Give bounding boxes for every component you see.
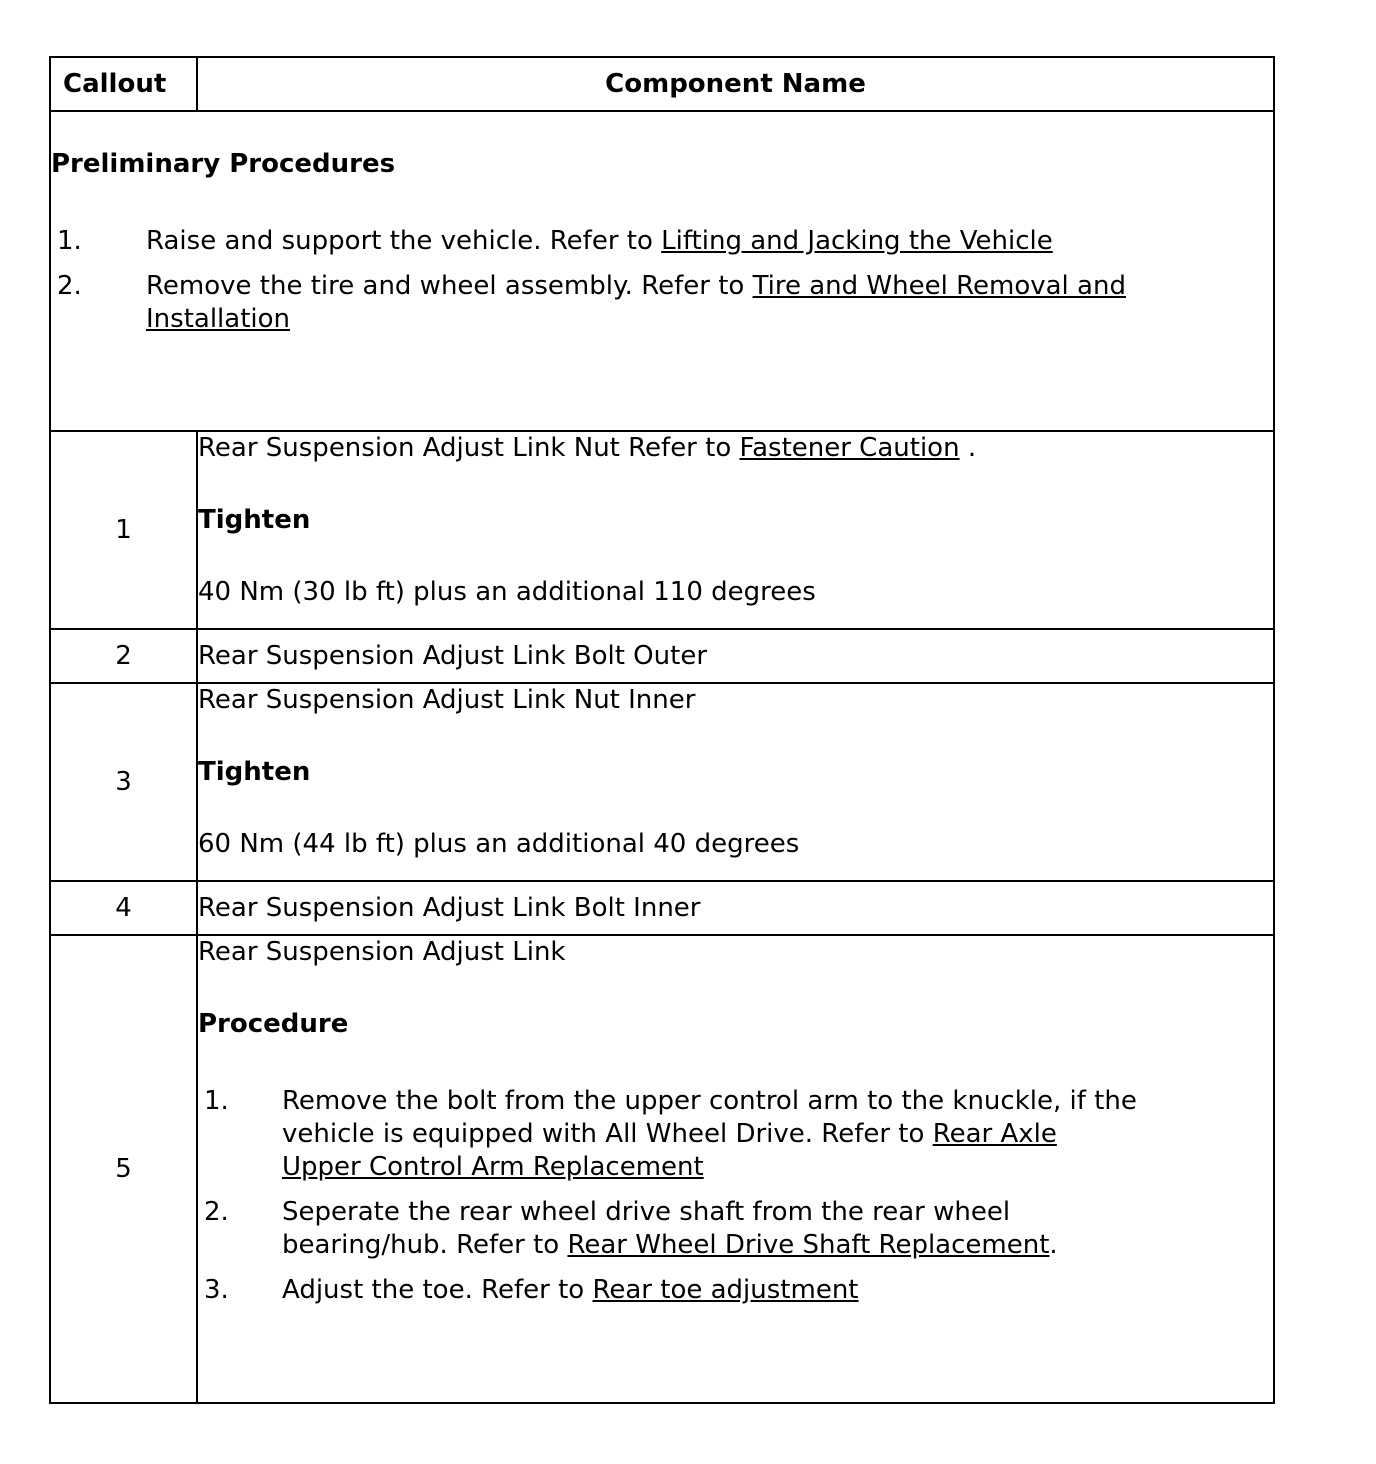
component-name-suffix: .: [959, 433, 977, 463]
table-row: [50, 881, 1274, 935]
callout-number: 4: [50, 881, 197, 935]
component-name: Rear Suspension Adjust Link Nut Inner: [198, 685, 696, 715]
step-text: Seperate the rear wheel drive shaft from the rear wheel bearing/hub. Refer to: [282, 1197, 1011, 1260]
table-row: [50, 683, 1274, 881]
table-row: [50, 431, 1274, 629]
component-cell: [197, 431, 1274, 629]
preliminary-steps: [51, 225, 1273, 336]
preliminary-row: [50, 111, 1274, 431]
step-number: 2.: [204, 1197, 229, 1227]
step-number: 1.: [204, 1086, 229, 1116]
lifting-jacking-link[interactable]: Lifting and Jacking the Vehicle: [661, 226, 1053, 256]
list-item: [198, 1196, 1273, 1262]
step-number: 1.: [57, 226, 82, 256]
component-name: Rear Suspension Adjust Link Nut Refer to: [198, 433, 740, 463]
list-item: [198, 1085, 1273, 1184]
tire-wheel-removal-link[interactable]: Tire and Wheel Removal and Installation: [146, 271, 1126, 334]
component-table: [49, 56, 1275, 1404]
drive-shaft-link[interactable]: Rear Wheel Drive Shaft Replacement: [567, 1230, 1050, 1260]
step-text: Adjust the toe. Refer to: [282, 1275, 593, 1305]
step-number: 2.: [57, 271, 82, 301]
upper-control-arm-link[interactable]: Rear Axle Upper Control Arm Replacement: [282, 1119, 1057, 1182]
callout-number: 3: [50, 683, 197, 881]
component-name-header: Component Name: [197, 57, 1274, 111]
callout-number: 2: [50, 629, 197, 683]
tighten-label: Tighten: [198, 505, 311, 535]
table-header-row: [50, 57, 1274, 111]
preliminary-title: Preliminary Procedures: [51, 149, 396, 179]
list-item: [51, 270, 1273, 336]
component-name: Rear Suspension Adjust Link Bolt Inner: [197, 881, 1274, 935]
callout-number: 5: [50, 935, 197, 1403]
preliminary-cell: [50, 111, 1274, 431]
procedure-label: Procedure: [198, 1009, 349, 1039]
step-text: Remove the bolt from the upper control arm to the knuckle, if the vehicle is equipped with All Wheel Drive. Refer to: [282, 1086, 1137, 1149]
step-text: Raise and support the vehicle. Refer to: [146, 226, 662, 256]
component-name: Rear Suspension Adjust Link: [198, 937, 566, 967]
callout-number: 1: [50, 431, 197, 629]
step-number: 3.: [204, 1275, 229, 1305]
table-row: [50, 629, 1274, 683]
step-text: Remove the tire and wheel assembly. Refer to: [146, 271, 753, 301]
procedure-steps: [198, 1085, 1273, 1307]
table-row: [50, 935, 1274, 1403]
component-cell: [197, 683, 1274, 881]
torque-spec: 60 Nm (44 lb ft) plus an additional 40 degrees: [198, 829, 800, 859]
callout-header: Callout: [50, 57, 197, 111]
step-text-suffix: .: [1049, 1230, 1058, 1260]
rear-toe-adjustment-link[interactable]: Rear toe adjustment: [592, 1275, 859, 1305]
component-name: Rear Suspension Adjust Link Bolt Outer: [197, 629, 1274, 683]
tighten-label: Tighten: [198, 757, 311, 787]
fastener-caution-link[interactable]: Fastener Caution: [739, 433, 960, 463]
torque-spec: 40 Nm (30 lb ft) plus an additional 110 degrees: [198, 577, 816, 607]
component-cell: [197, 935, 1274, 1403]
list-item: [51, 225, 1273, 258]
list-item: [198, 1274, 1273, 1307]
